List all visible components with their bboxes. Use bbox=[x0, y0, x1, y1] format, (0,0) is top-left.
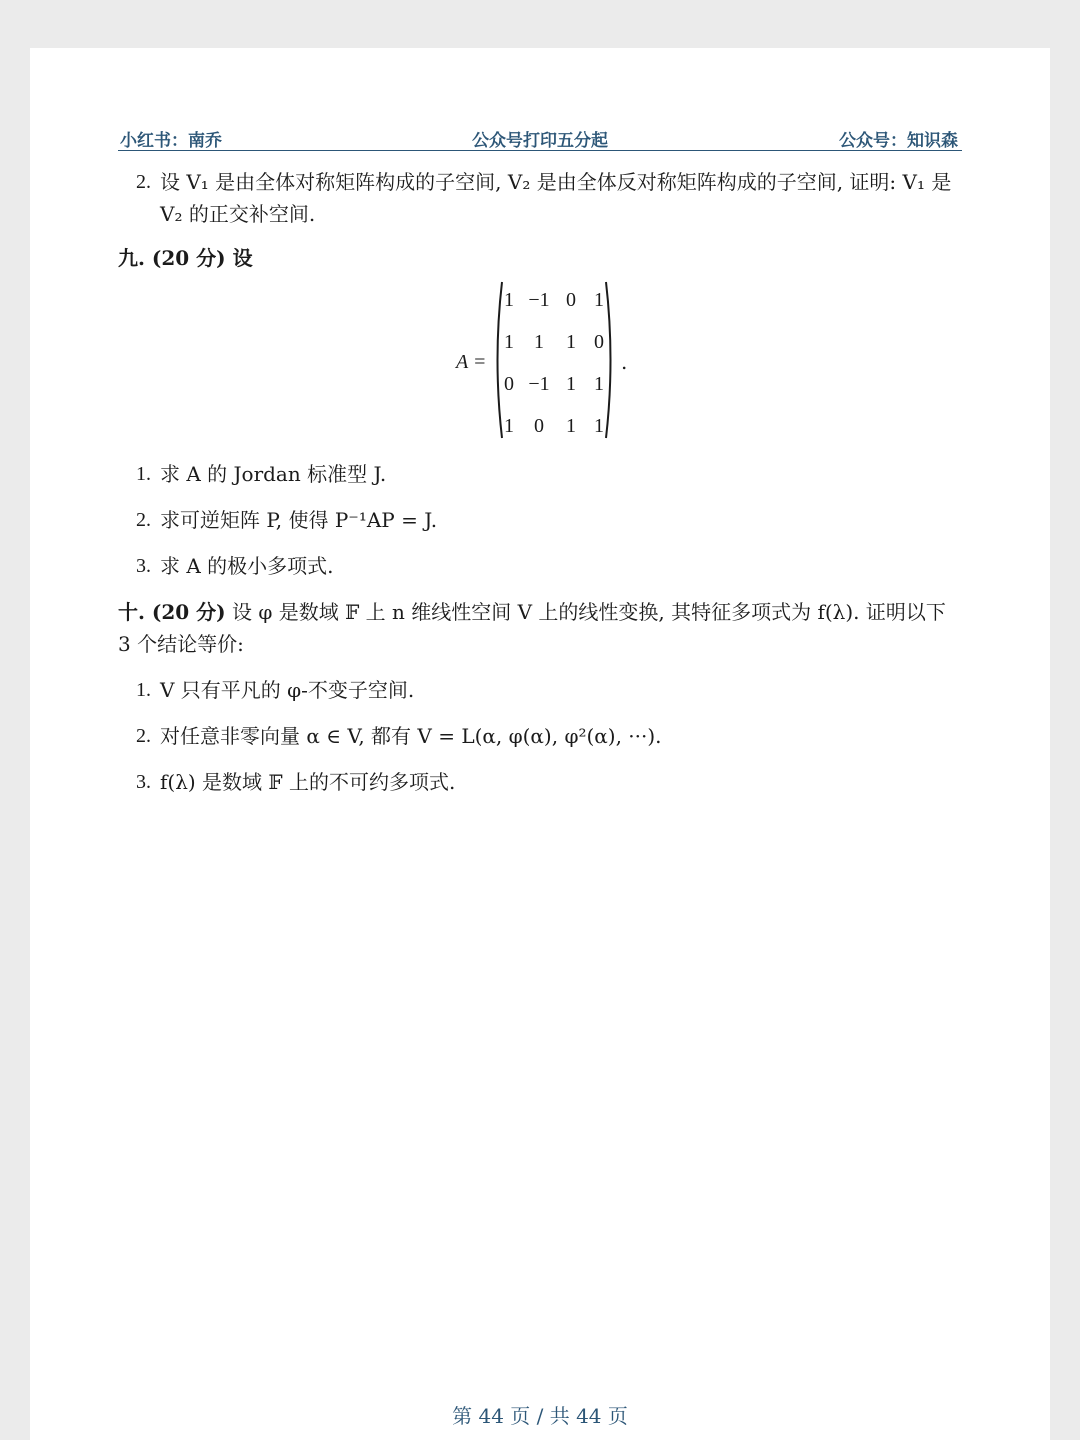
matrix-end-period: . bbox=[621, 350, 628, 374]
header-right: 公众号：知识森 bbox=[839, 131, 958, 151]
item-number: 3. bbox=[136, 771, 151, 793]
matrix-label: A = bbox=[456, 351, 487, 373]
q10-stem-text: 设 φ 是数域 𝔽 上 n 维线性空间 V 上的线性变换, 其特征多项式为 f(λ). 证明以下 3 个结论等价: bbox=[118, 600, 946, 656]
q10-item-2-text: 对任意非零向量 α ∈ V, 都有 V = L(α, φ(α), φ²(α), ···). bbox=[160, 724, 662, 748]
matrix-cell: 0 bbox=[504, 373, 514, 395]
q9-item-1 bbox=[118, 458, 964, 490]
page-header bbox=[118, 126, 962, 151]
item-number: 2. bbox=[136, 509, 151, 531]
q9-item-2 bbox=[118, 504, 964, 536]
q10-item-1 bbox=[118, 674, 964, 706]
matrix-cell: 0 bbox=[594, 331, 604, 353]
q8-item-2-line1: 设 V₁ 是由全体对称矩阵构成的子空间, V₂ 是由全体反对称矩阵构成的子空间, 证明: V₁ 是 bbox=[160, 170, 952, 194]
matrix-cell: 1 bbox=[504, 331, 514, 353]
page-content bbox=[118, 166, 964, 798]
q10-item-3 bbox=[118, 766, 964, 798]
matrix-cell: −1 bbox=[528, 289, 550, 311]
matrix-cell: −1 bbox=[528, 373, 550, 395]
matrix-cell: 1 bbox=[566, 331, 576, 353]
header-left: 小红书：南乔 bbox=[120, 131, 222, 151]
q8-item-2 bbox=[118, 166, 964, 230]
item-number: 2. bbox=[136, 171, 151, 193]
document-page bbox=[30, 48, 1050, 1440]
item-number: 3. bbox=[136, 555, 151, 577]
q10-item-3-text: f(λ) 是数域 𝔽 上的不可约多项式. bbox=[160, 770, 456, 794]
q8-item-2-line2: V₂ 的正交补空间. bbox=[160, 202, 316, 226]
matrix-cell: 1 bbox=[566, 415, 576, 437]
matrix-block bbox=[118, 280, 964, 448]
q9-item-1-text: 求 A 的 Jordan 标准型 J. bbox=[160, 462, 387, 486]
matrix-A bbox=[492, 280, 616, 440]
matrix-cell: 1 bbox=[594, 289, 604, 311]
q9-item-3 bbox=[118, 550, 964, 582]
q10-item-2 bbox=[118, 720, 964, 752]
item-number: 1. bbox=[136, 679, 151, 701]
matrix-cell: 1 bbox=[534, 331, 544, 353]
matrix-cell: 1 bbox=[504, 415, 514, 437]
matrix-cell: 1 bbox=[594, 373, 604, 395]
matrix-cell: 1 bbox=[594, 415, 604, 437]
page-footer: 第 44 页 / 共 44 页 bbox=[452, 1404, 628, 1428]
matrix-cell: 0 bbox=[534, 415, 544, 437]
header-center: 公众号打印五分起 bbox=[472, 131, 608, 151]
matrix-cell: 1 bbox=[566, 373, 576, 395]
item-number: 1. bbox=[136, 463, 151, 485]
matrix-cell: 0 bbox=[566, 289, 576, 311]
matrix-cell: 1 bbox=[504, 289, 514, 311]
item-number: 2. bbox=[136, 725, 151, 747]
q10-stem bbox=[118, 596, 964, 660]
q9-item-2-text: 求可逆矩阵 P, 使得 P⁻¹AP = J. bbox=[160, 508, 438, 532]
q9-item-3-text: 求 A 的极小多项式. bbox=[160, 554, 334, 578]
q10-item-1-text: V 只有平凡的 φ-不变子空间. bbox=[160, 678, 415, 702]
q9-title: 九. (20 分) 设 bbox=[118, 246, 253, 270]
q10-title: 十. (20 分) bbox=[118, 600, 226, 624]
